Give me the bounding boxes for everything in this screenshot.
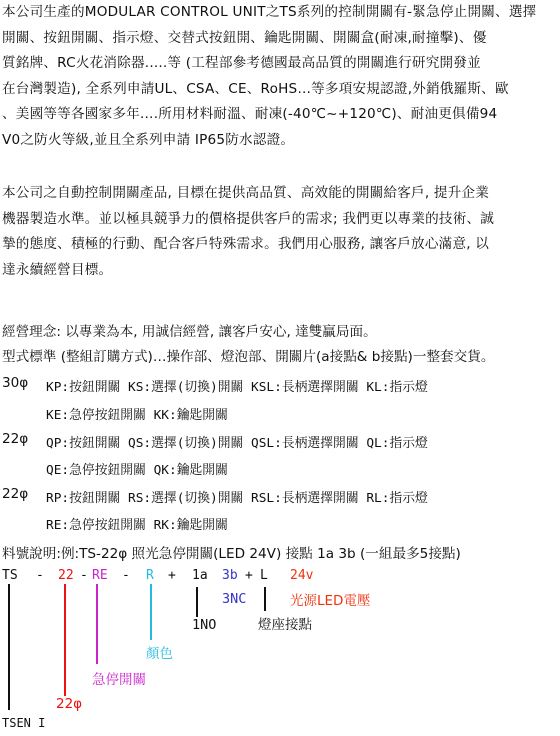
series-size: 22φ (2, 431, 29, 447)
socket-label: 燈座接點 (258, 617, 312, 633)
intro-line: 開關、按鈕開關、指示燈、交替式按鈕開、鑰匙開關、開關盒(耐凍,耐撞擊)、優 (2, 29, 487, 46)
mission-line: 摯的態度、積極的行動、配合客戶特殊需求。我們用心服務, 讓客戶放心滿意, 以 (2, 236, 490, 252)
code-ts: TS (2, 568, 18, 583)
intro-line: 本公司生產的MODULAR CONTROL UNIT之TS系列的控制開關有-緊急停止開關、選擇 (2, 4, 537, 20)
intro-paragraph (2, 0, 556, 153)
intro-line: 質銘牌、RC火花消除器.....等 (工程部參考德國最高品質的開關進行研究開發並 (2, 55, 481, 71)
series-size: 22φ (2, 486, 29, 502)
series-row: QP:按鈕開關 QS:選擇(切換)開關 QSL:長柄選擇開關 QL:指示燈 (46, 436, 428, 451)
philosophy-line: 經營理念: 以專業為本, 用誠信經營, 讓客戶安心, 達雙贏局面。 (2, 324, 377, 340)
color-label: 顏色 (146, 646, 173, 662)
size-connector (64, 584, 66, 696)
nc-label: 3NC (222, 591, 247, 607)
code-plus: + (245, 568, 253, 583)
code-contact-a: 1a (192, 568, 208, 583)
voltage-label: 光源LED電壓 (290, 593, 371, 609)
series-row: RP:按鈕開關 RS:選擇(切換)開關 RSL:長柄選擇開關 RL:指示燈 (46, 491, 428, 506)
model-standard-line: 型式標準 (整組訂購方式)…操作部、燈泡部、開關片(a接點& b接點)一整套交貨。 (2, 349, 495, 365)
intro-line: V0之防火等級,並且全系列申請 IP65防水認證。 (2, 131, 295, 148)
size-label: 22φ (56, 696, 83, 712)
code-op: RE (92, 568, 108, 583)
mission-line: 本公司之自動控制開關產品, 目標在提供高品質、高效能的開關給客戶, 提升企業 (2, 185, 490, 201)
mission-line: 機器製造水準。並以極具競爭力的價格提供客戶的需求; 我們更以專業的技術、誠 (2, 210, 495, 227)
op-label: 急停開關 (92, 672, 146, 688)
intro-line: 、美國等等各國家多年….所用材料耐溫、耐凍(-40℃~+120℃)、耐油更俱備94 (2, 106, 498, 122)
code-dash: - (122, 568, 130, 583)
series-label: TSEN I (2, 716, 46, 730)
no-connector (196, 587, 198, 617)
code-contact-b: 3b (222, 568, 238, 583)
series-size: 30φ (2, 375, 29, 391)
code-color: R (146, 568, 154, 583)
color-connector (150, 584, 152, 640)
series-row: KP:按鈕開關 KS:選擇(切換)開關 KSL:長柄選擇開關 KL:指示燈 (46, 380, 428, 395)
part-number-caption: 料號說明:例:TS-22φ 照光急停開關(LED 24V) 接點 1a 3b (一組最多5接點) (2, 546, 461, 562)
code-plus: + (168, 568, 176, 583)
series-row: QE:急停按鈕開關 QK:鑰匙開關 (46, 463, 228, 478)
code-voltage: 24v (290, 568, 314, 583)
op-connector (96, 584, 98, 664)
code-size: 22 (58, 568, 74, 583)
intro-line: 在台灣製造), 全系列申請UL、CSA、CE、RoHS…等多項安規認證,外銷俄羅斯、歐 (2, 80, 509, 97)
mission-line: 達永續經營目標。 (2, 261, 113, 278)
series-connector (8, 584, 10, 710)
code-dash: - (80, 568, 88, 583)
series-row: KE:急停按鈕開關 KK:鑰匙開關 (46, 408, 228, 423)
code-dash: - (36, 568, 44, 583)
mission-paragraph (2, 181, 556, 283)
code-lamp: L (260, 568, 268, 583)
no-label: 1NO (192, 617, 217, 633)
series-row: RE:急停按鈕開關 RK:鑰匙開關 (46, 518, 228, 533)
socket-connector (264, 587, 266, 611)
